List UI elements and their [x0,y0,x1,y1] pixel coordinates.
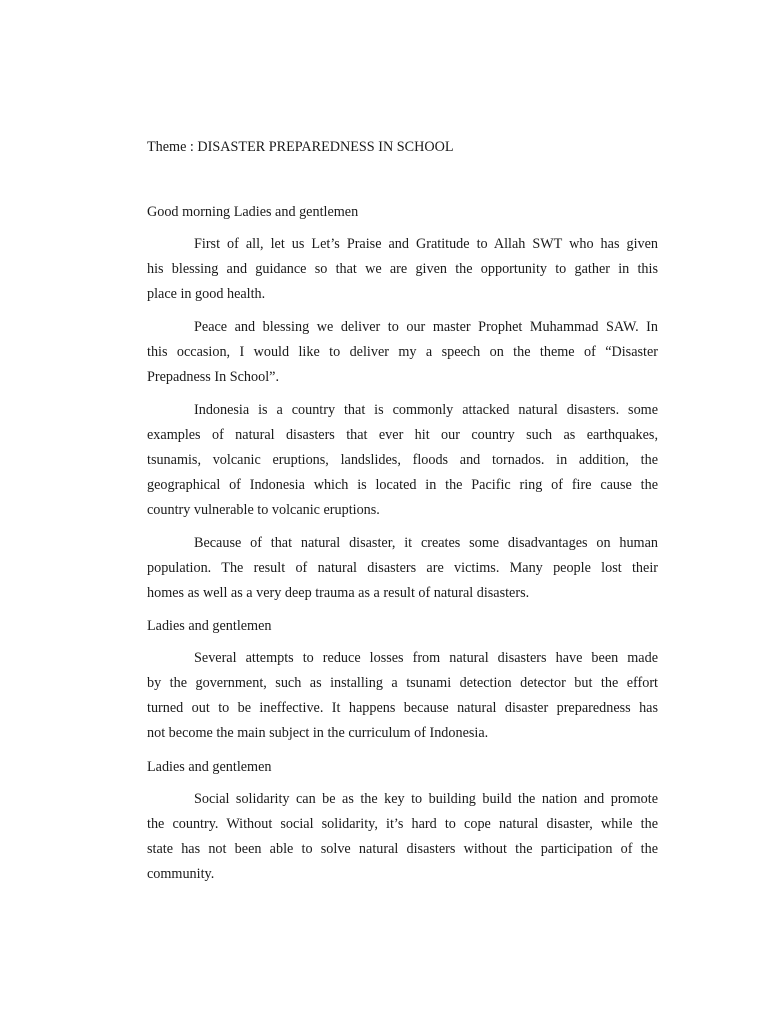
paragraph-line: homes as well as a very deep trauma as a result of natural disasters. [147,585,530,601]
paragraph-line: First of all, let us Let’s Praise and Gratitude to Allah SWT who has given [194,236,658,252]
paragraph-line: his blessing and guidance so that we are given the opportunity to gather in this [147,261,658,277]
paragraph-praise [147,232,658,307]
paragraph-line: examples of natural disasters that ever hit our country such as earthquakes, [147,427,658,443]
paragraph-line: Indonesia is a country that is commonly attacked natural disasters. some [194,402,658,418]
paragraph-line: tsunamis, volcanic eruptions, landslides, floods and tornados. in addition, the [147,452,658,468]
paragraph-line: turned out to be ineffective. It happens because natural disaster preparedness has [147,700,658,716]
paragraph-line: population. The result of natural disasters are victims. Many people lost their [147,560,658,576]
paragraph-line: community. [147,866,215,882]
paragraph-line: Prepadness In School”. [147,369,279,385]
paragraph-line: Several attempts to reduce losses from natural disasters have been made [194,650,658,666]
paragraph-line: geographical of Indonesia which is located in the Pacific ring of fire cause the [147,477,658,493]
paragraph-line: Peace and blessing we deliver to our master Prophet Muhammad SAW. In [194,319,658,335]
paragraph-disadvantages [147,531,658,606]
paragraph-solidarity [147,787,658,887]
paragraph-line: this occasion, I would like to deliver my a speech on the theme of “Disaster [147,344,658,360]
paragraph-line: the country. Without social solidarity, it’s hard to cope natural disaster, while the [147,816,658,832]
ladies-heading: Ladies and gentlemen [147,618,272,634]
greeting-line: Good morning Ladies and gentlemen [147,204,359,220]
paragraph-line: by the government, such as installing a tsunami detection detector but the effort [147,675,658,691]
ladies-heading: Ladies and gentlemen [147,759,272,775]
paragraph-line: state has not been able to solve natural disasters without the participation of the [147,841,658,857]
paragraph-line: place in good health. [147,286,266,302]
theme-title: Theme : DISASTER PREPAREDNESS IN SCHOOL [147,139,454,155]
paragraph-line: not become the main subject in the curriculum of Indonesia. [147,725,489,741]
paragraph-indonesia [147,398,658,523]
paragraph-line: country vulnerable to volcanic eruptions. [147,502,380,518]
paragraph-attempts [147,646,658,746]
paragraph-peace [147,315,658,390]
paragraph-line: Because of that natural disaster, it creates some disadvantages on human [194,535,658,551]
paragraph-line: Social solidarity can be as the key to building build the nation and promote [194,791,658,807]
